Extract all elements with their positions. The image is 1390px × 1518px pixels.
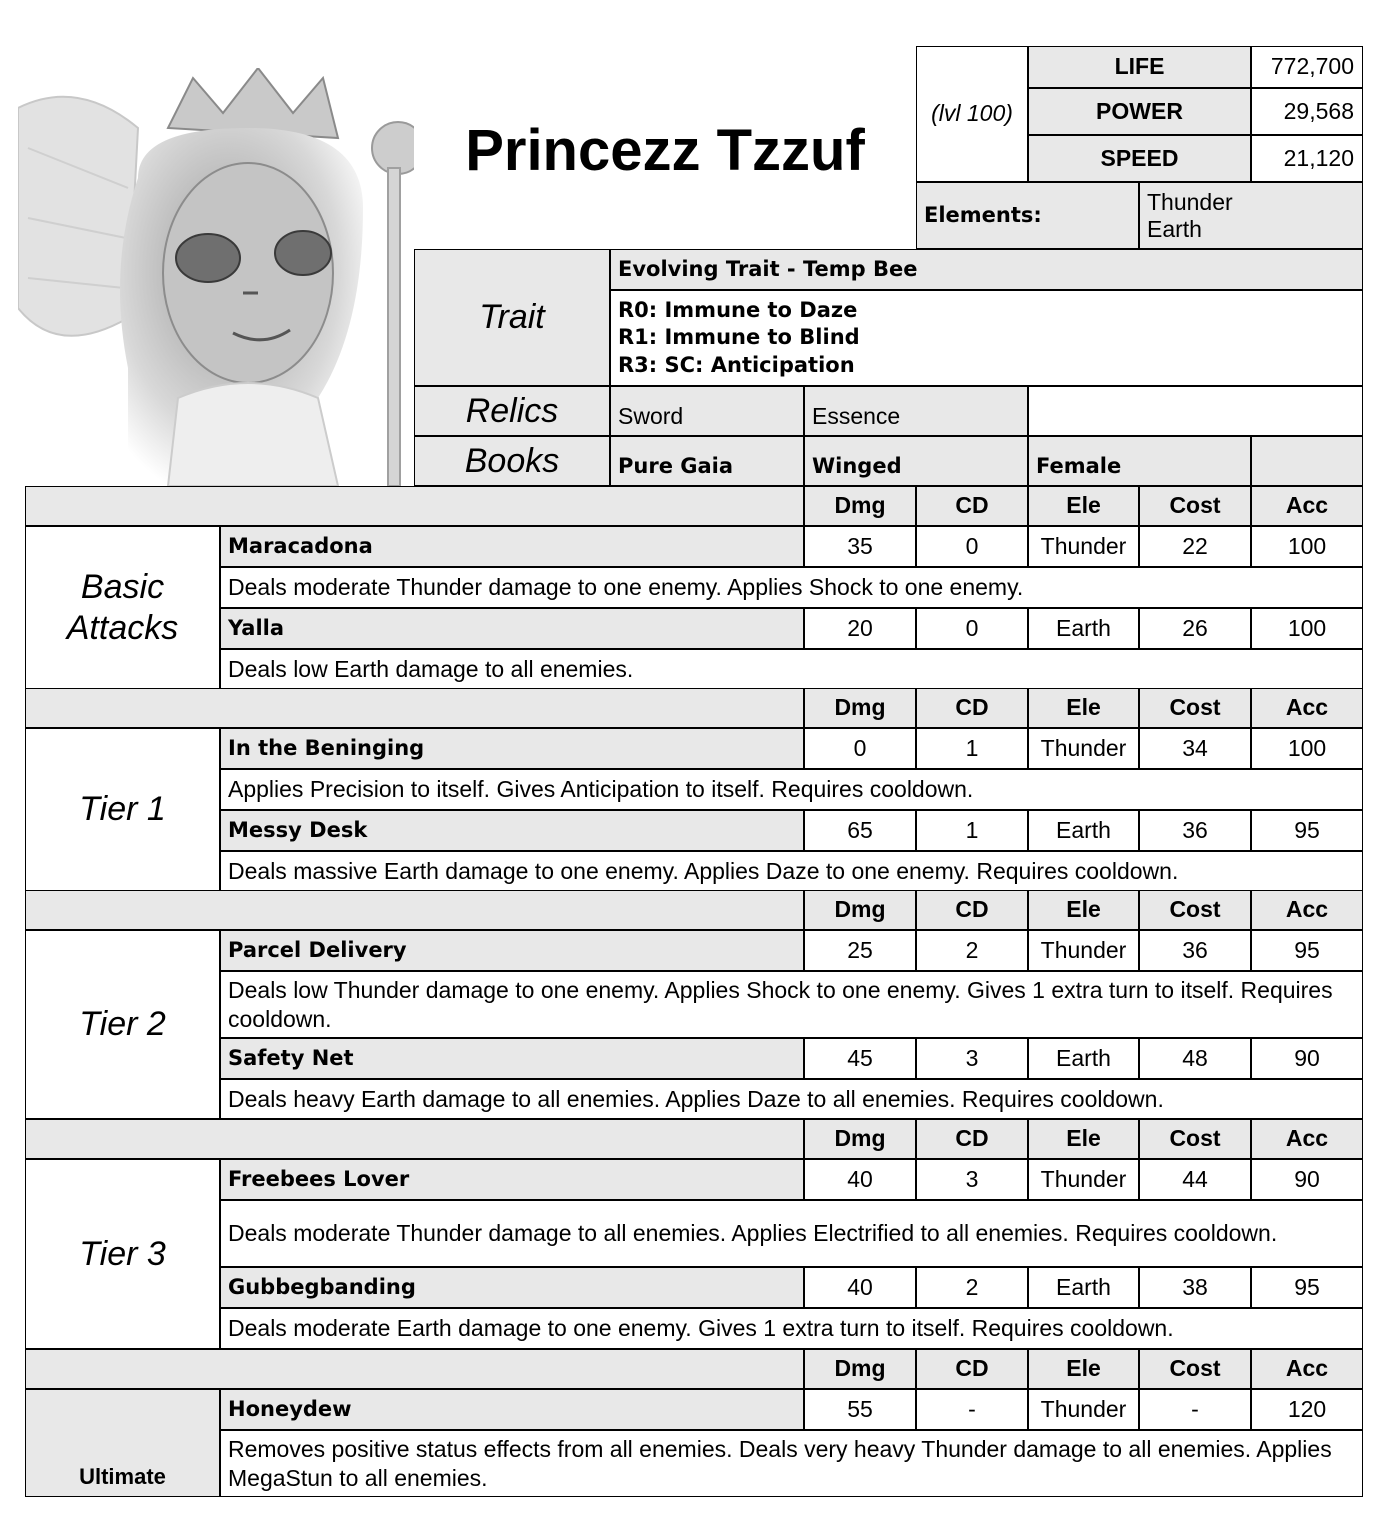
skill-description: Deals moderate Earth damage to one enemy. Gives 1 extra turn to itself. Requires cooldown. bbox=[220, 1308, 1363, 1349]
wing-left-icon bbox=[18, 97, 138, 336]
element-earth: Earth bbox=[1147, 215, 1202, 242]
column-header-cd: CD bbox=[916, 688, 1028, 728]
skill-cost: 44 bbox=[1139, 1159, 1251, 1200]
skill-name: Parcel Delivery bbox=[220, 930, 804, 971]
skill-ele: Thunder bbox=[1028, 1159, 1139, 1200]
column-header-acc: Acc bbox=[1251, 890, 1363, 930]
book-4 bbox=[1251, 436, 1363, 486]
trait-rank-2: R3: SC: Anticipation bbox=[618, 352, 855, 377]
skill-acc: 95 bbox=[1251, 1267, 1363, 1308]
skill-ele: Thunder bbox=[1028, 1389, 1139, 1430]
column-header-ele: Ele bbox=[1028, 1119, 1139, 1159]
skill-cd: 3 bbox=[916, 1038, 1028, 1079]
column-header-acc: Acc bbox=[1251, 688, 1363, 728]
elements-value bbox=[1139, 182, 1363, 249]
section-label: Tier 1 bbox=[25, 728, 220, 891]
section-label: Tier 2 bbox=[25, 930, 220, 1119]
skill-dmg: 20 bbox=[804, 608, 916, 649]
crown-icon bbox=[168, 68, 338, 138]
column-header-ele: Ele bbox=[1028, 890, 1139, 930]
trait-label: Trait bbox=[414, 249, 610, 386]
skill-dmg: 40 bbox=[804, 1267, 916, 1308]
book-1: Pure Gaia bbox=[610, 436, 804, 486]
column-header-dmg: Dmg bbox=[804, 688, 916, 728]
skill-name: Gubbegbanding bbox=[220, 1267, 804, 1308]
elements-label: Elements: bbox=[916, 182, 1139, 249]
skill-ele: Earth bbox=[1028, 1267, 1139, 1308]
section-header-bar bbox=[25, 486, 804, 526]
skill-acc: 90 bbox=[1251, 1038, 1363, 1079]
skill-cost: 34 bbox=[1139, 728, 1251, 769]
skill-description: Deals heavy Earth damage to all enemies. Applies Daze to all enemies. Requires cooldown. bbox=[220, 1079, 1363, 1119]
eye-icon bbox=[176, 234, 240, 282]
skill-cd: 1 bbox=[916, 728, 1028, 769]
section-header-bar bbox=[25, 688, 804, 728]
book-3: Female bbox=[1028, 436, 1251, 486]
relic-3 bbox=[1028, 386, 1363, 436]
skill-cost: 36 bbox=[1139, 810, 1251, 851]
column-header-dmg: Dmg bbox=[804, 486, 916, 526]
stat-power-value: 29,568 bbox=[1251, 88, 1363, 135]
column-header-ele: Ele bbox=[1028, 486, 1139, 526]
character-name: Princezz Tzzuf bbox=[465, 117, 865, 183]
section-label: Ultimate bbox=[25, 1389, 220, 1497]
skill-dmg: 65 bbox=[804, 810, 916, 851]
skill-cost: - bbox=[1139, 1389, 1251, 1430]
book-2: Winged bbox=[804, 436, 1028, 486]
skill-description: Applies Precision to itself. Gives Anticipation to itself. Requires cooldown. bbox=[220, 769, 1363, 810]
column-header-cost: Cost bbox=[1139, 1349, 1251, 1389]
skill-cost: 22 bbox=[1139, 526, 1251, 567]
stat-speed-value: 21,120 bbox=[1251, 135, 1363, 182]
skill-ele: Earth bbox=[1028, 1038, 1139, 1079]
element-thunder: Thunder bbox=[1147, 189, 1233, 216]
skill-acc: 120 bbox=[1251, 1389, 1363, 1430]
column-header-cost: Cost bbox=[1139, 890, 1251, 930]
character-portrait bbox=[18, 68, 414, 486]
skill-acc: 90 bbox=[1251, 1159, 1363, 1200]
skill-cd: - bbox=[916, 1389, 1028, 1430]
skill-acc: 100 bbox=[1251, 526, 1363, 567]
skill-description: Deals low Thunder damage to one enemy. Applies Shock to one enemy. Gives 1 extra turn to itself. Requires cooldown. bbox=[220, 971, 1363, 1038]
skill-ele: Thunder bbox=[1028, 930, 1139, 971]
books-label: Books bbox=[414, 436, 610, 486]
skill-cd: 2 bbox=[916, 1267, 1028, 1308]
skill-cd: 1 bbox=[916, 810, 1028, 851]
skill-ele: Earth bbox=[1028, 608, 1139, 649]
relics-label: Relics bbox=[414, 386, 610, 436]
skill-dmg: 45 bbox=[804, 1038, 916, 1079]
column-header-cost: Cost bbox=[1139, 1119, 1251, 1159]
skill-dmg: 35 bbox=[804, 526, 916, 567]
column-header-ele: Ele bbox=[1028, 688, 1139, 728]
skill-ele: Earth bbox=[1028, 810, 1139, 851]
column-header-cd: CD bbox=[916, 1349, 1028, 1389]
skill-cd: 0 bbox=[916, 526, 1028, 567]
column-header-cd: CD bbox=[916, 486, 1028, 526]
eye-icon bbox=[275, 231, 331, 275]
stat-speed-label: SPEED bbox=[1028, 135, 1251, 182]
skill-dmg: 40 bbox=[804, 1159, 916, 1200]
section-label: Basic Attacks bbox=[25, 526, 220, 689]
fur-collar-icon bbox=[168, 383, 338, 486]
stat-life-value: 772,700 bbox=[1251, 46, 1363, 88]
skill-ele: Thunder bbox=[1028, 526, 1139, 567]
skill-cost: 26 bbox=[1139, 608, 1251, 649]
column-header-cost: Cost bbox=[1139, 486, 1251, 526]
skill-name: Yalla bbox=[220, 608, 804, 649]
skill-dmg: 25 bbox=[804, 930, 916, 971]
column-header-acc: Acc bbox=[1251, 1349, 1363, 1389]
section-header-bar bbox=[25, 1349, 804, 1389]
column-header-cd: CD bbox=[916, 1119, 1028, 1159]
skill-ele: Thunder bbox=[1028, 728, 1139, 769]
skill-name: Honeydew bbox=[220, 1389, 804, 1430]
section-header-bar bbox=[25, 1119, 804, 1159]
trait-ranks bbox=[610, 290, 1363, 386]
skill-cd: 3 bbox=[916, 1159, 1028, 1200]
stat-power-label: POWER bbox=[1028, 88, 1251, 135]
skill-name: Messy Desk bbox=[220, 810, 804, 851]
column-header-acc: Acc bbox=[1251, 1119, 1363, 1159]
skill-description: Removes positive status effects from all enemies. Deals very heavy Thunder damage to all enemies. Applies MegaStun to all enemies. bbox=[220, 1430, 1363, 1497]
skill-acc: 95 bbox=[1251, 930, 1363, 971]
skill-name: Maracadona bbox=[220, 526, 804, 567]
column-header-dmg: Dmg bbox=[804, 1119, 916, 1159]
skill-description: Deals moderate Thunder damage to one enemy. Applies Shock to one enemy. bbox=[220, 567, 1363, 608]
trait-rank-0: R0: Immune to Daze bbox=[618, 298, 858, 323]
skill-name: Freebees Lover bbox=[220, 1159, 804, 1200]
column-header-cost: Cost bbox=[1139, 688, 1251, 728]
skill-description: Deals low Earth damage to all enemies. bbox=[220, 649, 1363, 689]
skill-cd: 0 bbox=[916, 608, 1028, 649]
column-header-acc: Acc bbox=[1251, 486, 1363, 526]
relic-1: Sword bbox=[610, 386, 804, 436]
skill-description: Deals moderate Thunder damage to all enemies. Applies Electrified to all enemies. Requires cooldown. bbox=[220, 1200, 1363, 1267]
trait-name: Evolving Trait - Temp Bee bbox=[610, 249, 1363, 290]
skill-cost: 36 bbox=[1139, 930, 1251, 971]
skill-cost: 38 bbox=[1139, 1267, 1251, 1308]
scepter-icon bbox=[372, 122, 414, 486]
level-label: (lvl 100) bbox=[916, 46, 1028, 182]
column-header-dmg: Dmg bbox=[804, 890, 916, 930]
section-header-bar bbox=[25, 890, 804, 930]
skill-acc: 100 bbox=[1251, 728, 1363, 769]
trait-rank-1: R1: Immune to Blind bbox=[618, 325, 860, 350]
column-header-ele: Ele bbox=[1028, 1349, 1139, 1389]
skill-name: In the Beninging bbox=[220, 728, 804, 769]
skill-description: Deals massive Earth damage to one enemy. Applies Daze to one enemy. Requires cooldown. bbox=[220, 851, 1363, 891]
skill-name: Safety Net bbox=[220, 1038, 804, 1079]
skill-acc: 95 bbox=[1251, 810, 1363, 851]
relic-2: Essence bbox=[804, 386, 1028, 436]
skill-acc: 100 bbox=[1251, 608, 1363, 649]
skill-dmg: 0 bbox=[804, 728, 916, 769]
section-label: Tier 3 bbox=[25, 1159, 220, 1349]
skill-dmg: 55 bbox=[804, 1389, 916, 1430]
skill-cost: 48 bbox=[1139, 1038, 1251, 1079]
column-header-dmg: Dmg bbox=[804, 1349, 916, 1389]
stat-life-label: LIFE bbox=[1028, 46, 1251, 88]
column-header-cd: CD bbox=[916, 890, 1028, 930]
skill-cd: 2 bbox=[916, 930, 1028, 971]
